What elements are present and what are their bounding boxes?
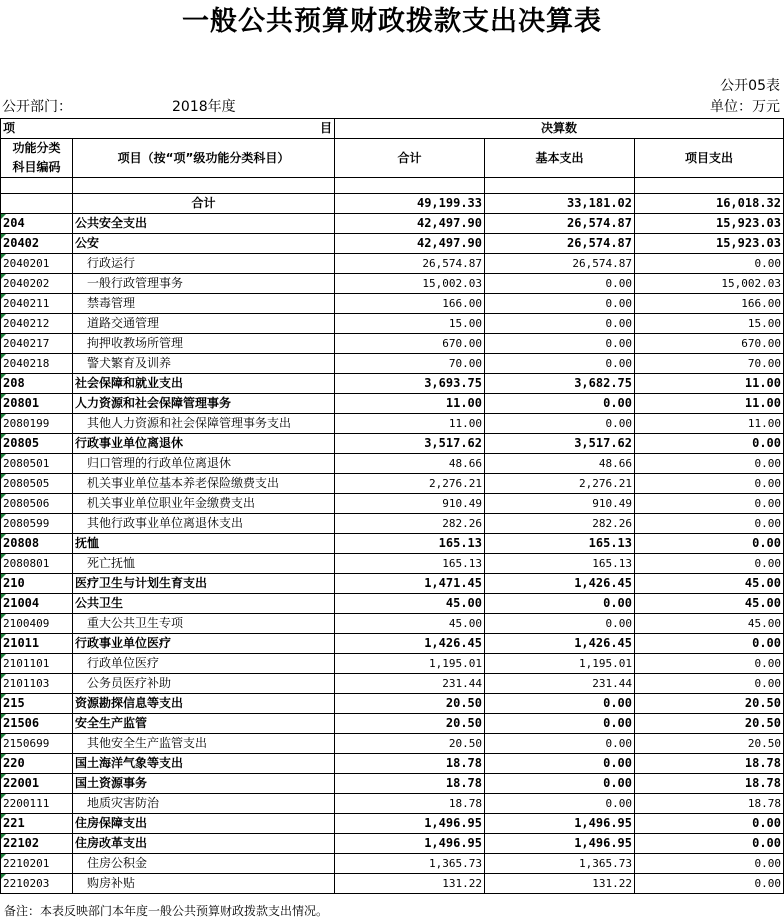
cell-project: 0.00 bbox=[635, 454, 784, 474]
cell-total: 165.13 bbox=[335, 534, 485, 554]
cell-project: 15,923.03 bbox=[635, 234, 784, 254]
cell-name: 行政事业单位医疗 bbox=[73, 634, 335, 654]
cell-project: 18.78 bbox=[635, 774, 784, 794]
cell-basic: 3,517.62 bbox=[485, 434, 635, 454]
cell-name: 安全生产监管 bbox=[73, 714, 335, 734]
department-label: 公开部门： bbox=[2, 99, 72, 115]
cell-code: 2040201 bbox=[1, 254, 73, 274]
cell-total: 231.44 bbox=[335, 674, 485, 694]
cell-basic: 165.13 bbox=[485, 554, 635, 574]
cell-code: 208 bbox=[1, 374, 73, 394]
cell-basic: 33,181.02 bbox=[485, 194, 635, 214]
cell-total: 282.26 bbox=[335, 514, 485, 534]
cell-total: 1,496.95 bbox=[335, 834, 485, 854]
cell-total: 20.50 bbox=[335, 714, 485, 734]
cell-name: 其他行政事业单位离退休支出 bbox=[73, 514, 335, 534]
fiscal-year: 2018年度 bbox=[172, 99, 236, 115]
cell-project: 45.00 bbox=[635, 574, 784, 594]
cell-code: 2100409 bbox=[1, 614, 73, 634]
cell-name: 死亡抚恤 bbox=[73, 554, 335, 574]
cell-name: 公安 bbox=[73, 234, 335, 254]
cell-basic: 0.00 bbox=[485, 734, 635, 754]
cell-total: 1,496.95 bbox=[335, 814, 485, 834]
table-row bbox=[1, 694, 784, 714]
cell-project: 20.50 bbox=[635, 714, 784, 734]
cell-name: 住房保障支出 bbox=[73, 814, 335, 834]
cell-name: 重大公共卫生专项 bbox=[73, 614, 335, 634]
cell-total: 165.13 bbox=[335, 554, 485, 574]
cell-code: 22001 bbox=[1, 774, 73, 794]
table-row bbox=[1, 254, 784, 274]
cell-project: 0.00 bbox=[635, 674, 784, 694]
unit-label: 单位：万元 bbox=[710, 99, 780, 115]
spacer-cell bbox=[73, 178, 335, 194]
cell-name: 机关事业单位基本养老保险缴费支出 bbox=[73, 474, 335, 494]
cell-basic: 0.00 bbox=[485, 694, 635, 714]
footnote: 备注：本表反映部门本年度一般公共预算财政拨款支出情况。 bbox=[4, 904, 329, 918]
cell-project: 0.00 bbox=[635, 554, 784, 574]
spacer-cell bbox=[335, 178, 485, 194]
budget-table bbox=[0, 118, 784, 894]
cell-total: 11.00 bbox=[335, 414, 485, 434]
cell-basic: 0.00 bbox=[485, 274, 635, 294]
cell-name: 国土海洋气象等支出 bbox=[73, 754, 335, 774]
header-code: 功能分类 科目编码 bbox=[1, 139, 73, 178]
cell-basic: 1,195.01 bbox=[485, 654, 635, 674]
cell-project: 0.00 bbox=[635, 494, 784, 514]
cell-code: 221 bbox=[1, 814, 73, 834]
cell-basic: 0.00 bbox=[485, 354, 635, 374]
cell-name: 地质灾害防治 bbox=[73, 794, 335, 814]
cell-total: 18.78 bbox=[335, 794, 485, 814]
cell-project: 0.00 bbox=[635, 514, 784, 534]
cell-project: 0.00 bbox=[635, 434, 784, 454]
cell-code: 220 bbox=[1, 754, 73, 774]
cell-project: 0.00 bbox=[635, 474, 784, 494]
cell-code: 2080801 bbox=[1, 554, 73, 574]
cell-name: 国土资源事务 bbox=[73, 774, 335, 794]
cell-basic: 0.00 bbox=[485, 794, 635, 814]
cell-basic: 0.00 bbox=[485, 714, 635, 734]
header-name: 项目（按“项”级功能分类科目） bbox=[73, 139, 335, 178]
cell-project: 670.00 bbox=[635, 334, 784, 354]
cell-code: 20402 bbox=[1, 234, 73, 254]
cell-basic: 1,496.95 bbox=[485, 814, 635, 834]
cell-code: 2040202 bbox=[1, 274, 73, 294]
cell-code: 204 bbox=[1, 214, 73, 234]
cell-name: 住房改革支出 bbox=[73, 834, 335, 854]
cell-basic: 26,574.87 bbox=[485, 254, 635, 274]
cell-total: 2,276.21 bbox=[335, 474, 485, 494]
cell-name: 资源勘探信息等支出 bbox=[73, 694, 335, 714]
table-row bbox=[1, 514, 784, 534]
cell-project: 0.00 bbox=[635, 654, 784, 674]
cell-code: 21506 bbox=[1, 714, 73, 734]
cell-total: 131.22 bbox=[335, 874, 485, 894]
cell-total: 26,574.87 bbox=[335, 254, 485, 274]
header-item-label: 项 bbox=[3, 121, 16, 135]
cell-code: 2080199 bbox=[1, 414, 73, 434]
cell-name: 医疗卫生与计划生育支出 bbox=[73, 574, 335, 594]
cell-code: 2080599 bbox=[1, 514, 73, 534]
form-number: 公开05表 bbox=[720, 78, 780, 94]
cell-code: 2040217 bbox=[1, 334, 73, 354]
cell-basic: 1,365.73 bbox=[485, 854, 635, 874]
table-row bbox=[1, 794, 784, 814]
cell-project: 20.50 bbox=[635, 694, 784, 714]
table-row bbox=[1, 214, 784, 234]
cell-code: 2080505 bbox=[1, 474, 73, 494]
cell-name: 归口管理的行政单位离退休 bbox=[73, 454, 335, 474]
header-basic: 基本支出 bbox=[485, 139, 635, 178]
cell-total: 49,199.33 bbox=[335, 194, 485, 214]
spacer-cell bbox=[485, 178, 635, 194]
table-row bbox=[1, 394, 784, 414]
cell-project: 0.00 bbox=[635, 254, 784, 274]
cell-basic: 0.00 bbox=[485, 294, 635, 314]
table-row bbox=[1, 654, 784, 674]
cell-basic: 910.49 bbox=[485, 494, 635, 514]
cell-code: 2040218 bbox=[1, 354, 73, 374]
cell-basic: 2,276.21 bbox=[485, 474, 635, 494]
spacer-cell bbox=[635, 178, 784, 194]
cell-project: 15,002.03 bbox=[635, 274, 784, 294]
cell-project: 70.00 bbox=[635, 354, 784, 374]
cell-project: 15.00 bbox=[635, 314, 784, 334]
cell-total: 3,517.62 bbox=[335, 434, 485, 454]
cell-total: 48.66 bbox=[335, 454, 485, 474]
cell-name: 住房公积金 bbox=[73, 854, 335, 874]
cell-total: 1,365.73 bbox=[335, 854, 485, 874]
table-row bbox=[1, 534, 784, 554]
table-row bbox=[1, 334, 784, 354]
table-row bbox=[1, 734, 784, 754]
cell-code: 2040211 bbox=[1, 294, 73, 314]
cell-project: 0.00 bbox=[635, 834, 784, 854]
cell-code: 2200111 bbox=[1, 794, 73, 814]
header-row-2 bbox=[1, 139, 784, 178]
header-final-amount: 决算数 bbox=[335, 119, 784, 139]
cell-basic: 231.44 bbox=[485, 674, 635, 694]
table-row bbox=[1, 414, 784, 434]
cell-name: 行政事业单位离退休 bbox=[73, 434, 335, 454]
cell-project: 20.50 bbox=[635, 734, 784, 754]
cell-total: 45.00 bbox=[335, 594, 485, 614]
cell-basic: 26,574.87 bbox=[485, 234, 635, 254]
header-total: 合计 bbox=[335, 139, 485, 178]
cell-total: 1,426.45 bbox=[335, 634, 485, 654]
cell-name: 购房补贴 bbox=[73, 874, 335, 894]
cell-code: 2080501 bbox=[1, 454, 73, 474]
cell-total: 15.00 bbox=[335, 314, 485, 334]
cell-code: 20808 bbox=[1, 534, 73, 554]
cell-basic: 0.00 bbox=[485, 314, 635, 334]
cell-total: 11.00 bbox=[335, 394, 485, 414]
table-row bbox=[1, 714, 784, 734]
cell-name: 社会保障和就业支出 bbox=[73, 374, 335, 394]
cell-total: 20.50 bbox=[335, 734, 485, 754]
spacer-cell bbox=[1, 178, 73, 194]
cell-basic: 0.00 bbox=[485, 594, 635, 614]
table-row bbox=[1, 354, 784, 374]
cell-basic: 0.00 bbox=[485, 774, 635, 794]
table-row bbox=[1, 574, 784, 594]
cell-code: 2080506 bbox=[1, 494, 73, 514]
cell-project: 166.00 bbox=[635, 294, 784, 314]
cell-project: 0.00 bbox=[635, 874, 784, 894]
cell-total: 20.50 bbox=[335, 694, 485, 714]
table-row bbox=[1, 434, 784, 454]
cell-total: 1,471.45 bbox=[335, 574, 485, 594]
cell-code bbox=[1, 194, 73, 214]
table-row bbox=[1, 274, 784, 294]
cell-total: 166.00 bbox=[335, 294, 485, 314]
cell-name: 拘押收教场所管理 bbox=[73, 334, 335, 354]
cell-name: 人力资源和社会保障管理事务 bbox=[73, 394, 335, 414]
table-row bbox=[1, 674, 784, 694]
cell-name: 其他安全生产监管支出 bbox=[73, 734, 335, 754]
table-row bbox=[1, 374, 784, 394]
report-title: 一般公共预算财政拨款支出决算表 bbox=[182, 6, 602, 37]
cell-total: 1,195.01 bbox=[335, 654, 485, 674]
cell-name: 警犬繁育及训养 bbox=[73, 354, 335, 374]
cell-name: 行政运行 bbox=[73, 254, 335, 274]
cell-project: 0.00 bbox=[635, 854, 784, 874]
cell-code: 2101101 bbox=[1, 654, 73, 674]
cell-code: 20805 bbox=[1, 434, 73, 454]
table-row bbox=[1, 294, 784, 314]
cell-basic: 0.00 bbox=[485, 394, 635, 414]
cell-name: 其他人力资源和社会保障管理事务支出 bbox=[73, 414, 335, 434]
cell-code: 22102 bbox=[1, 834, 73, 854]
table-row bbox=[1, 614, 784, 634]
cell-total: 18.78 bbox=[335, 754, 485, 774]
cell-basic: 1,426.45 bbox=[485, 634, 635, 654]
cell-name: 公共卫生 bbox=[73, 594, 335, 614]
cell-basic: 131.22 bbox=[485, 874, 635, 894]
cell-code: 20801 bbox=[1, 394, 73, 414]
cell-basic: 282.26 bbox=[485, 514, 635, 534]
cell-project: 11.00 bbox=[635, 414, 784, 434]
cell-total: 18.78 bbox=[335, 774, 485, 794]
table-row bbox=[1, 814, 784, 834]
table-row bbox=[1, 494, 784, 514]
cell-basic: 0.00 bbox=[485, 754, 635, 774]
table-row bbox=[1, 554, 784, 574]
table-row bbox=[1, 854, 784, 874]
cell-total: 670.00 bbox=[335, 334, 485, 354]
cell-total: 3,693.75 bbox=[335, 374, 485, 394]
table-row bbox=[1, 474, 784, 494]
cell-project: 0.00 bbox=[635, 814, 784, 834]
header-item-right-label: 目 bbox=[319, 121, 332, 135]
cell-basic: 26,574.87 bbox=[485, 214, 635, 234]
cell-name: 抚恤 bbox=[73, 534, 335, 554]
table-row bbox=[1, 774, 784, 794]
table-row bbox=[1, 754, 784, 774]
table-row bbox=[1, 454, 784, 474]
cell-project: 0.00 bbox=[635, 634, 784, 654]
cell-project: 45.00 bbox=[635, 614, 784, 634]
cell-name: 一般行政管理事务 bbox=[73, 274, 335, 294]
table-row bbox=[1, 634, 784, 654]
table-row bbox=[1, 314, 784, 334]
cell-project: 45.00 bbox=[635, 594, 784, 614]
cell-name: 禁毒管理 bbox=[73, 294, 335, 314]
table-row bbox=[1, 834, 784, 854]
cell-total: 70.00 bbox=[335, 354, 485, 374]
header-spacer-row bbox=[1, 178, 784, 194]
cell-basic: 0.00 bbox=[485, 334, 635, 354]
cell-basic: 0.00 bbox=[485, 614, 635, 634]
cell-project: 0.00 bbox=[635, 534, 784, 554]
table-row bbox=[1, 194, 784, 214]
cell-code: 2210201 bbox=[1, 854, 73, 874]
cell-total: 42,497.90 bbox=[335, 234, 485, 254]
cell-project: 16,018.32 bbox=[635, 194, 784, 214]
cell-code: 2040212 bbox=[1, 314, 73, 334]
cell-basic: 48.66 bbox=[485, 454, 635, 474]
cell-basic: 3,682.75 bbox=[485, 374, 635, 394]
cell-code: 2101103 bbox=[1, 674, 73, 694]
header-item-cell bbox=[1, 119, 335, 139]
cell-name: 合计 bbox=[73, 194, 335, 214]
cell-name: 行政单位医疗 bbox=[73, 654, 335, 674]
cell-code: 2150699 bbox=[1, 734, 73, 754]
header-project: 项目支出 bbox=[635, 139, 784, 178]
cell-code: 21004 bbox=[1, 594, 73, 614]
cell-basic: 1,426.45 bbox=[485, 574, 635, 594]
cell-name: 公务员医疗补助 bbox=[73, 674, 335, 694]
cell-total: 910.49 bbox=[335, 494, 485, 514]
cell-project: 18.78 bbox=[635, 754, 784, 774]
cell-code: 210 bbox=[1, 574, 73, 594]
table-row bbox=[1, 874, 784, 894]
header-row-1 bbox=[1, 119, 784, 139]
cell-project: 11.00 bbox=[635, 394, 784, 414]
cell-total: 15,002.03 bbox=[335, 274, 485, 294]
cell-code: 21011 bbox=[1, 634, 73, 654]
cell-basic: 1,496.95 bbox=[485, 834, 635, 854]
cell-total: 42,497.90 bbox=[335, 214, 485, 234]
cell-name: 机关事业单位职业年金缴费支出 bbox=[73, 494, 335, 514]
cell-total: 45.00 bbox=[335, 614, 485, 634]
cell-name: 公共安全支出 bbox=[73, 214, 335, 234]
cell-name: 道路交通管理 bbox=[73, 314, 335, 334]
cell-basic: 165.13 bbox=[485, 534, 635, 554]
cell-project: 18.78 bbox=[635, 794, 784, 814]
cell-basic: 0.00 bbox=[485, 414, 635, 434]
table-row bbox=[1, 234, 784, 254]
cell-project: 15,923.03 bbox=[635, 214, 784, 234]
cell-code: 215 bbox=[1, 694, 73, 714]
cell-project: 11.00 bbox=[635, 374, 784, 394]
cell-code: 2210203 bbox=[1, 874, 73, 894]
table-row bbox=[1, 594, 784, 614]
